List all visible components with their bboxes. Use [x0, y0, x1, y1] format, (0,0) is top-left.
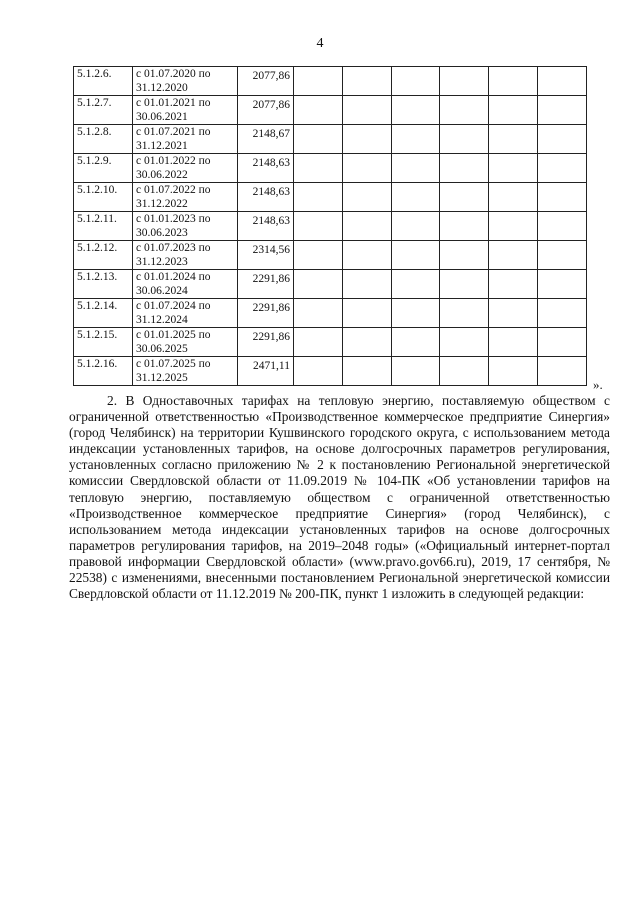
closing-quote-mark: ». [593, 377, 603, 392]
tariff-value-cell [238, 212, 294, 241]
tariff-value-cell-text: 2148,63 [252, 157, 290, 169]
period-cell [133, 328, 238, 357]
row-number-cell [74, 328, 133, 357]
tariff-value-cell [238, 125, 294, 154]
period-cell [133, 212, 238, 241]
tariff-table [73, 66, 587, 386]
row-number-cell-text: 5.1.2.13. [77, 271, 118, 283]
period-cell-text: с 01.07.2025 по 31.12.2025 [136, 358, 211, 384]
empty-cell [489, 357, 538, 386]
empty-cell [489, 183, 538, 212]
period-cell-text: с 01.07.2021 по 31.12.2021 [136, 126, 211, 152]
empty-cell [538, 270, 587, 299]
empty-cell [391, 328, 440, 357]
table-row [74, 328, 587, 357]
empty-cell [294, 183, 343, 212]
period-cell [133, 357, 238, 386]
table-row [74, 241, 587, 270]
tariff-value-cell-text: 2148,63 [252, 215, 290, 227]
table-row [74, 299, 587, 328]
empty-cell [342, 67, 391, 96]
row-number-cell [74, 299, 133, 328]
empty-cell [440, 212, 489, 241]
empty-cell [489, 241, 538, 270]
empty-cell [342, 357, 391, 386]
row-number-cell-text: 5.1.2.8. [77, 126, 112, 138]
page-number: 4 [316, 36, 324, 51]
empty-cell [342, 96, 391, 125]
table-row [74, 183, 587, 212]
empty-cell [391, 270, 440, 299]
empty-cell [294, 212, 343, 241]
period-cell-text: с 01.01.2022 по 30.06.2022 [136, 155, 211, 181]
row-number-cell [74, 67, 133, 96]
period-cell-text: с 01.01.2023 по 30.06.2023 [136, 213, 211, 239]
tariff-value-cell-text: 2077,86 [252, 99, 290, 111]
empty-cell [489, 299, 538, 328]
table-row [74, 212, 587, 241]
empty-cell [294, 241, 343, 270]
empty-cell [538, 299, 587, 328]
amendment-paragraph [69, 393, 610, 602]
period-cell-text: с 01.07.2022 по 31.12.2022 [136, 184, 211, 210]
period-cell [133, 125, 238, 154]
period-cell-text: с 01.07.2024 по 31.12.2024 [136, 300, 211, 326]
period-cell [133, 96, 238, 125]
row-number-cell [74, 270, 133, 299]
empty-cell [538, 96, 587, 125]
empty-cell [440, 270, 489, 299]
empty-cell [489, 328, 538, 357]
row-number-cell [74, 212, 133, 241]
empty-cell [391, 154, 440, 183]
empty-cell [294, 154, 343, 183]
empty-cell [294, 96, 343, 125]
table-row [74, 67, 587, 96]
empty-cell [294, 299, 343, 328]
empty-cell [391, 183, 440, 212]
tariff-value-cell-text: 2148,63 [252, 186, 290, 198]
empty-cell [294, 125, 343, 154]
row-number-cell-text: 5.1.2.7. [77, 97, 112, 109]
period-cell [133, 67, 238, 96]
empty-cell [342, 183, 391, 212]
amendment-paragraph-text: 2. В Одноставочных тарифах на тепловую энергию, поставляемую обществом с ограниченной ответственностью «Производственное коммерческое предприятие Синергия» (город Челябинск) на территории Кушвинского городского округа, с использованием метода индексации установленных тарифов, на основе долгосрочных параметров регулирования, установленных согласно приложению № 2 к постановлению Региональной энергетической комиссии Свердловской области от 11.09.2019 № 104-ПК «Об установлении тарифов на тепловую энергию, поставляемую обществом с ограниченной ответственностью «Производственное коммерческое предприятие Синергия» (город Челябинск), с использованием метода индексации установленных тарифов на основе долгосрочных параметров регулирования тарифов, на 2019–2048 годы» («Официальный интернет-портал правовой информации Свердловской области» (www.pravo.gov66.ru), 2019, 17 сентября, № 22538) с изменениями, внесенными постановлением Региональной энергетической комиссии Свердловской области от 11.12.2019 № 200-ПК, пункт 1 изложить в следующей редакции: [69, 393, 610, 602]
empty-cell [538, 328, 587, 357]
empty-cell [538, 125, 587, 154]
tariff-value-cell-text: 2148,67 [252, 128, 290, 140]
tariff-value-cell [238, 328, 294, 357]
empty-cell [440, 183, 489, 212]
empty-cell [538, 357, 587, 386]
tariff-value-cell-text: 2314,56 [252, 244, 290, 256]
empty-cell [489, 212, 538, 241]
table-row [74, 96, 587, 125]
row-number-cell [74, 357, 133, 386]
empty-cell [391, 357, 440, 386]
empty-cell [440, 299, 489, 328]
empty-cell [440, 67, 489, 96]
empty-cell [538, 212, 587, 241]
empty-cell [342, 299, 391, 328]
tariff-value-cell [238, 96, 294, 125]
empty-cell [538, 154, 587, 183]
empty-cell [489, 125, 538, 154]
table-row [74, 125, 587, 154]
empty-cell [391, 125, 440, 154]
period-cell [133, 299, 238, 328]
tariff-value-cell-text: 2471,11 [253, 360, 290, 372]
row-number-cell [74, 125, 133, 154]
empty-cell [538, 67, 587, 96]
empty-cell [391, 96, 440, 125]
empty-cell [440, 357, 489, 386]
tariff-value-cell-text: 2077,86 [252, 70, 290, 82]
empty-cell [391, 212, 440, 241]
row-number-cell [74, 183, 133, 212]
empty-cell [440, 328, 489, 357]
empty-cell [342, 125, 391, 154]
row-number-cell-text: 5.1.2.9. [77, 155, 112, 167]
period-cell [133, 270, 238, 299]
tariff-table-body [74, 67, 587, 386]
empty-cell [489, 270, 538, 299]
empty-cell [538, 241, 587, 270]
empty-cell [342, 328, 391, 357]
empty-cell [342, 212, 391, 241]
row-number-cell-text: 5.1.2.11. [77, 213, 117, 225]
row-number-cell [74, 154, 133, 183]
table-row [74, 154, 587, 183]
row-number-cell-text: 5.1.2.12. [77, 242, 118, 254]
period-cell-text: с 01.01.2024 по 30.06.2024 [136, 271, 211, 297]
period-cell [133, 183, 238, 212]
empty-cell [294, 357, 343, 386]
empty-cell [294, 328, 343, 357]
empty-cell [538, 183, 587, 212]
tariff-value-cell-text: 2291,86 [252, 302, 290, 314]
tariff-value-cell [238, 67, 294, 96]
period-cell [133, 241, 238, 270]
row-number-cell [74, 96, 133, 125]
tariff-value-cell-text: 2291,86 [252, 331, 290, 343]
row-number-cell [74, 241, 133, 270]
period-cell-text: с 01.07.2023 по 31.12.2023 [136, 242, 211, 268]
empty-cell [342, 270, 391, 299]
empty-cell [489, 67, 538, 96]
empty-cell [342, 241, 391, 270]
period-cell-text: с 01.01.2025 по 30.06.2025 [136, 329, 211, 355]
empty-cell [440, 241, 489, 270]
empty-cell [489, 154, 538, 183]
tariff-value-cell [238, 241, 294, 270]
empty-cell [440, 125, 489, 154]
row-number-cell-text: 5.1.2.15. [77, 329, 118, 341]
empty-cell [391, 67, 440, 96]
row-number-cell-text: 5.1.2.10. [77, 184, 118, 196]
tariff-value-cell [238, 154, 294, 183]
empty-cell [440, 96, 489, 125]
empty-cell [489, 96, 538, 125]
empty-cell [294, 270, 343, 299]
empty-cell [391, 241, 440, 270]
tariff-value-cell [238, 183, 294, 212]
empty-cell [391, 299, 440, 328]
empty-cell [294, 67, 343, 96]
table-row [74, 357, 587, 386]
empty-cell [440, 154, 489, 183]
row-number-cell-text: 5.1.2.14. [77, 300, 118, 312]
empty-cell [342, 154, 391, 183]
table-row [74, 270, 587, 299]
row-number-cell-text: 5.1.2.16. [77, 358, 118, 370]
period-cell-text: с 01.07.2020 по 31.12.2020 [136, 68, 211, 94]
row-number-cell-text: 5.1.2.6. [77, 68, 112, 80]
tariff-value-cell [238, 357, 294, 386]
period-cell-text: с 01.01.2021 по 30.06.2021 [136, 97, 211, 123]
tariff-value-cell-text: 2291,86 [252, 273, 290, 285]
tariff-value-cell [238, 299, 294, 328]
tariff-value-cell [238, 270, 294, 299]
period-cell [133, 154, 238, 183]
